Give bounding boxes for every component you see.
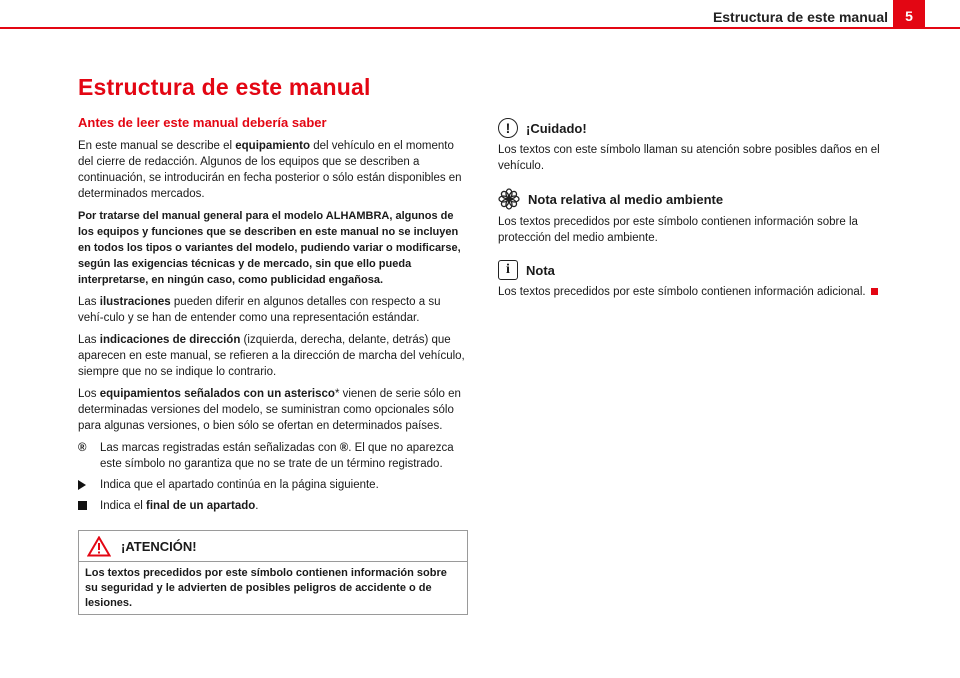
bullet-end-of-section: Indica el final de un apartado. — [78, 498, 468, 514]
flower-icon — [498, 188, 520, 210]
caution-block — [498, 118, 888, 174]
warning-triangle-icon — [87, 536, 111, 557]
header-rule — [0, 27, 960, 29]
info-icon: i — [498, 260, 518, 280]
exclamation-circle-icon: ! — [498, 118, 518, 138]
end-square-icon — [78, 501, 87, 510]
page-number: 5 — [893, 0, 925, 29]
registered-symbol: ® — [78, 442, 87, 454]
bullet-registered: ® Las marcas registradas están señalizadas con ®. El que no aparezca este símbolo no garantiza que no se trate de un término registrado. — [78, 442, 454, 470]
bullet-continues: Indica que el apartado continúa en la página siguiente. — [78, 477, 468, 493]
warning-box — [78, 530, 468, 615]
running-title: Estructura de este manual — [712, 9, 888, 25]
paragraph-illustrations: Las ilustraciones pueden diferir en algunos detalles con respecto a su vehí-culo y se han de entender como una representación estándar. — [78, 296, 441, 324]
note-title: Nota — [526, 262, 555, 278]
page-title: Estructura de este manual — [78, 74, 371, 100]
paragraph-asterisk: Los equipamientos señalados con un asterisco* vienen de serie sólo en determinadas versiones del modelo, se suministran como opcionales sólo para algunas versiones, o bien sólo se ofertan en determinados países. — [78, 388, 461, 432]
arrow-right-icon — [78, 480, 86, 490]
note-body: Los textos precedidos por este símbolo contienen información adicional. — [498, 284, 888, 300]
section-subheading: Antes de leer este manual debería saber — [78, 115, 327, 130]
warning-header — [79, 531, 467, 562]
note-block — [498, 260, 888, 300]
paragraph-directions: Las indicaciones de dirección (izquierda, derecha, delante, detrás) que aparecen en este manual, se refieren a la dirección de marcha del vehículo, siempre que no se indique lo contrario. — [78, 334, 465, 378]
caution-body: Los textos con este símbolo llaman su atención sobre posibles daños en el vehículo. — [498, 144, 880, 172]
environment-block — [498, 188, 888, 246]
warning-body: Los textos precedidos por este símbolo contienen información sobre su seguridad y le advierten de posibles peligros de accidente o de lesiones. — [85, 567, 447, 609]
paragraph-equipment: En este manual se describe el equipamiento del vehículo en el momento del cierre de redacción. Algunos de los equipos que se describen a continuación, se introducirán en fecha posterior o sólo están disponibles en determinados mercados. — [78, 140, 462, 200]
right-column — [498, 118, 888, 314]
paragraph-alhambra-disclaimer: Por tratarse del manual general para el modelo ALHAMBRA, algunos de los equipos y funciones que se describen en este manual no se incluyen en todos los tipos o variantes del modelo, pudiendo variar o modificarse, según las exigencias técnicas y de mercado, sin que ello pueda interpretarse, en ningún caso, como publicidad engañosa. — [78, 210, 461, 286]
left-column — [78, 115, 468, 615]
environment-body: Los textos precedidos por este símbolo contienen información sobre la protección del medio ambiente. — [498, 216, 858, 244]
environment-title: Nota relativa al medio ambiente — [528, 191, 724, 207]
end-square-icon — [871, 288, 878, 295]
caution-title: ¡Cuidado! — [526, 120, 587, 136]
warning-title: ¡ATENCIÓN! — [121, 539, 197, 554]
